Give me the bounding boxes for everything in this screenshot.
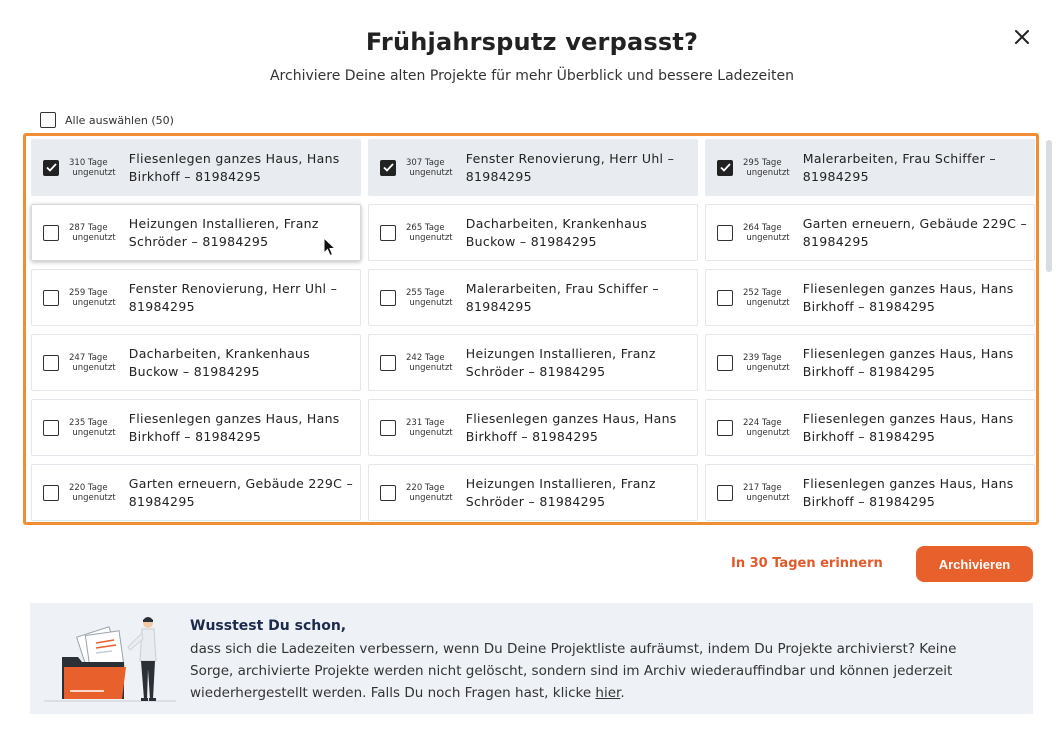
project-card[interactable] <box>368 334 698 391</box>
days-unused <box>743 483 803 503</box>
project-card[interactable] <box>705 139 1035 196</box>
days-unused <box>69 483 129 503</box>
separator: – <box>854 363 870 379</box>
project-title: Garten erneuern, Gebäude 229C <box>128 475 343 491</box>
separator: – <box>524 493 540 509</box>
unused-label: ungenutzt <box>72 297 116 308</box>
project-checkbox[interactable] <box>43 355 59 371</box>
project-checkbox[interactable] <box>380 420 396 436</box>
days-unused <box>743 353 803 373</box>
checkbox-icon[interactable] <box>40 112 56 128</box>
project-checkbox[interactable] <box>717 225 733 241</box>
project-name <box>466 410 697 446</box>
project-number: 81984295 <box>195 168 262 184</box>
unused-label: ungenutzt <box>746 492 790 503</box>
project-name <box>129 150 360 186</box>
days-count: 224 Tage <box>743 417 782 428</box>
project-card[interactable] <box>705 334 1035 391</box>
project-title: Dacharbeiten, Krankenhaus Buckow <box>128 345 311 379</box>
separator: – <box>854 298 870 314</box>
project-title: Fenster Renovierung, Herr Uhl <box>465 150 664 166</box>
project-checkbox[interactable] <box>43 160 59 176</box>
project-name <box>466 215 697 251</box>
days-unused <box>406 483 466 503</box>
project-grid <box>31 139 1035 521</box>
project-checkbox[interactable] <box>380 355 396 371</box>
project-title: Garten erneuern, Gebäude 229C <box>802 215 1017 231</box>
project-card[interactable] <box>31 269 361 326</box>
unused-label: ungenutzt <box>409 427 453 438</box>
project-checkbox[interactable] <box>43 290 59 306</box>
days-unused <box>69 288 129 308</box>
project-checkbox[interactable] <box>380 160 396 176</box>
days-count: 295 Tage <box>743 157 782 168</box>
project-title: Fliesenlegen ganzes Haus, Hans Birkhoff <box>802 475 1014 509</box>
project-list <box>23 133 1039 525</box>
archive-illustration-icon <box>44 613 176 705</box>
days-count: 259 Tage <box>69 287 108 298</box>
days-unused <box>406 353 466 373</box>
days-count: 265 Tage <box>406 222 445 233</box>
days-unused <box>743 418 803 438</box>
info-heading: Wusstest Du schon, <box>190 618 347 634</box>
separator: – <box>663 150 675 166</box>
project-name <box>803 280 1034 316</box>
project-card[interactable] <box>31 334 361 391</box>
separator: – <box>178 363 194 379</box>
archive-button[interactable]: Archivieren <box>916 546 1033 582</box>
days-count: 242 Tage <box>406 352 445 363</box>
unused-label: ungenutzt <box>72 167 116 178</box>
unused-label: ungenutzt <box>72 427 116 438</box>
project-card[interactable] <box>705 269 1035 326</box>
project-name <box>466 475 697 511</box>
project-title: Fliesenlegen ganzes Haus, Hans Birkhoff <box>802 280 1014 314</box>
remind-later-button[interactable]: In 30 Tagen erinnern <box>731 556 883 571</box>
project-name <box>466 345 697 381</box>
project-number: 81984295 <box>202 233 269 249</box>
scrollbar-thumb[interactable] <box>1046 140 1052 272</box>
unused-label: ungenutzt <box>746 297 790 308</box>
separator: – <box>985 150 996 166</box>
separator: – <box>517 428 533 444</box>
days-count: 231 Tage <box>406 417 445 428</box>
project-name <box>129 345 360 381</box>
separator: – <box>187 233 203 249</box>
project-card[interactable] <box>31 464 361 521</box>
project-checkbox[interactable] <box>380 290 396 306</box>
project-title: Fliesenlegen ganzes Haus, Hans Birkhoff <box>802 410 1014 444</box>
project-checkbox[interactable] <box>43 485 59 501</box>
project-number: 81984295 <box>539 363 606 379</box>
info-end: . <box>620 685 625 701</box>
days-count: 287 Tage <box>69 222 108 233</box>
project-number: 81984295 <box>869 493 936 509</box>
project-name <box>129 475 360 511</box>
project-number: 81984295 <box>465 298 532 314</box>
project-title: Fenster Renovierung, Herr Uhl <box>128 280 327 296</box>
select-all-label: Alle auswählen (50) <box>65 113 174 127</box>
days-unused <box>743 158 803 178</box>
unused-label: ungenutzt <box>746 362 790 373</box>
project-number: 81984295 <box>869 298 936 314</box>
project-card[interactable] <box>368 399 698 456</box>
project-checkbox[interactable] <box>717 160 733 176</box>
separator: – <box>342 475 353 491</box>
unused-label: ungenutzt <box>72 362 116 373</box>
separator: – <box>854 493 870 509</box>
project-checkbox[interactable] <box>717 290 733 306</box>
mouse-pointer-icon <box>323 237 337 257</box>
days-unused <box>69 223 129 243</box>
project-checkbox[interactable] <box>717 355 733 371</box>
project-title: Heizungen Installieren, Franz Schröder <box>128 215 319 249</box>
project-checkbox[interactable] <box>380 485 396 501</box>
days-count: 307 Tage <box>406 157 445 168</box>
project-card[interactable] <box>368 204 698 261</box>
project-number: 81984295 <box>539 493 606 509</box>
separator: – <box>854 428 870 444</box>
project-card[interactable] <box>368 464 698 521</box>
project-title: Fliesenlegen ganzes Haus, Hans Birkhoff <box>128 410 340 444</box>
days-count: 220 Tage <box>406 482 445 493</box>
unused-label: ungenutzt <box>72 232 116 243</box>
project-number: 81984295 <box>532 428 599 444</box>
project-card[interactable] <box>705 399 1035 456</box>
days-count: 310 Tage <box>69 157 108 168</box>
separator: – <box>180 168 196 184</box>
unused-label: ungenutzt <box>72 492 116 503</box>
project-name <box>466 280 697 316</box>
project-card[interactable] <box>705 464 1035 521</box>
project-name <box>803 215 1034 251</box>
help-link[interactable]: hier <box>595 685 621 701</box>
project-title: Fliesenlegen ganzes Haus, Hans Birkhoff <box>802 345 1014 379</box>
project-title: Malerarbeiten, Frau Schiffer <box>465 280 649 296</box>
project-name <box>129 280 360 316</box>
dialog-title: Frühjahrsputz verpasst? <box>365 28 699 56</box>
project-number: 81984295 <box>802 233 869 249</box>
days-unused <box>406 223 466 243</box>
project-number: 81984295 <box>195 428 262 444</box>
project-number: 81984295 <box>128 298 195 314</box>
days-unused <box>406 288 466 308</box>
unused-label: ungenutzt <box>746 167 790 178</box>
project-card[interactable] <box>705 204 1035 261</box>
project-title: Dacharbeiten, Krankenhaus Buckow <box>465 215 648 249</box>
days-unused <box>406 418 466 438</box>
separator: – <box>1016 215 1027 231</box>
unused-label: ungenutzt <box>746 232 790 243</box>
unused-label: ungenutzt <box>409 232 453 243</box>
separator: – <box>515 233 531 249</box>
unused-label: ungenutzt <box>409 362 453 373</box>
separator: – <box>524 363 540 379</box>
separator: – <box>648 280 659 296</box>
days-count: 255 Tage <box>406 287 445 298</box>
days-count: 239 Tage <box>743 352 782 363</box>
days-count: 264 Tage <box>743 222 782 233</box>
project-number: 81984295 <box>530 233 597 249</box>
project-number: 81984295 <box>869 363 936 379</box>
project-checkbox[interactable] <box>380 225 396 241</box>
unused-label: ungenutzt <box>409 492 453 503</box>
days-count: 252 Tage <box>743 287 782 298</box>
project-title: Heizungen Installieren, Franz Schröder <box>465 475 656 509</box>
project-card[interactable] <box>31 204 361 261</box>
project-number: 81984295 <box>128 493 195 509</box>
project-checkbox[interactable] <box>43 225 59 241</box>
project-card[interactable] <box>31 139 361 196</box>
unused-label: ungenutzt <box>409 297 453 308</box>
days-count: 247 Tage <box>69 352 108 363</box>
days-unused <box>69 158 129 178</box>
project-name <box>129 410 360 446</box>
project-name <box>466 150 697 186</box>
project-number: 81984295 <box>193 363 260 379</box>
select-all-checkbox[interactable] <box>40 112 174 128</box>
project-number: 81984295 <box>869 428 936 444</box>
project-title: Heizungen Installieren, Franz Schröder <box>465 345 656 379</box>
separator: – <box>180 428 196 444</box>
days-count: 235 Tage <box>69 417 108 428</box>
info-body: dass sich die Ladezeiten verbessern, wenn Du Deine Projektliste aufräumst, indem Du Projekte archivierst? Keine Sorge, archivierte Projekte werden nicht gelöscht, sondern sind im Archiv wiederauffindbar und können jederzeit wiederhergestellt werden. Falls Du noch Fragen hast, klicke <box>190 641 957 701</box>
unused-label: ungenutzt <box>409 167 453 178</box>
project-title: Malerarbeiten, Frau Schiffer <box>802 150 986 166</box>
project-name <box>803 345 1034 381</box>
project-number: 81984295 <box>465 168 532 184</box>
project-card[interactable] <box>368 269 698 326</box>
days-unused <box>69 418 129 438</box>
days-unused <box>743 288 803 308</box>
separator: – <box>326 280 338 296</box>
project-checkbox[interactable] <box>717 485 733 501</box>
project-checkbox[interactable] <box>43 420 59 436</box>
days-unused <box>69 353 129 373</box>
dialog-subtitle: Archiviere Deine alten Projekte für mehr Überblick und bessere Ladezeiten <box>269 68 795 84</box>
project-name <box>803 410 1034 446</box>
project-name <box>803 150 1034 186</box>
project-card[interactable] <box>31 399 361 456</box>
days-count: 217 Tage <box>743 482 782 493</box>
project-checkbox[interactable] <box>717 420 733 436</box>
project-card[interactable] <box>368 139 698 196</box>
project-title: Fliesenlegen ganzes Haus, Hans Birkhoff <box>128 150 340 184</box>
project-name <box>803 475 1034 511</box>
days-count: 220 Tage <box>69 482 108 493</box>
info-box <box>30 603 1033 714</box>
info-text <box>190 638 1000 704</box>
project-title: Fliesenlegen ganzes Haus, Hans Birkhoff <box>465 410 677 444</box>
days-unused <box>406 158 466 178</box>
days-unused <box>743 223 803 243</box>
unused-label: ungenutzt <box>746 427 790 438</box>
project-number: 81984295 <box>802 168 869 184</box>
